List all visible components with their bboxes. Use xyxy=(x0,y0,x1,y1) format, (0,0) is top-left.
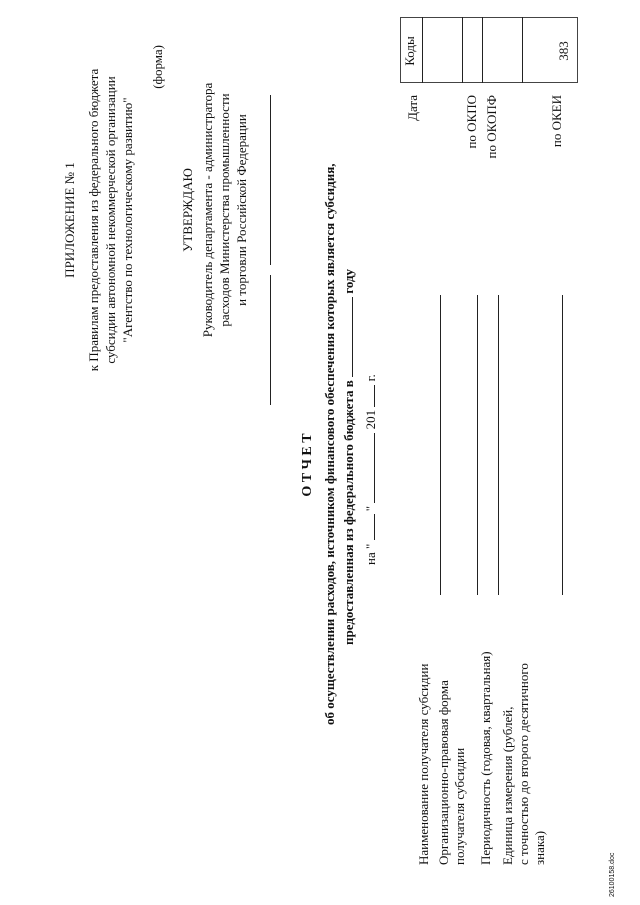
approval-title: УТВЕРЖДАЮ xyxy=(180,168,195,252)
appendix-line-3: "Агентство по технологическому развитию" xyxy=(120,97,135,343)
report-year-suffix-blank xyxy=(362,385,375,407)
code-label-okpo: по ОКПО xyxy=(464,95,479,149)
field-unit-line-3: знака) xyxy=(532,830,547,865)
code-label-okei: по ОКЕИ xyxy=(549,95,564,148)
report-subtitle-2-end: году xyxy=(341,268,356,294)
field-recipient-name-underline xyxy=(440,295,441,595)
field-unit-underline xyxy=(562,295,563,595)
approval-line-1: Руководитель департамента - администратора xyxy=(200,82,215,338)
code-label-okopf: по ОКОПФ xyxy=(484,95,499,159)
field-recipient-name-label xyxy=(416,664,432,865)
report-subtitle-1: об осуществлении расходов, источником финансового обеспечения которых является субсидия, xyxy=(322,163,337,725)
codes-row-divider-3 xyxy=(482,17,483,83)
codes-row-divider-4 xyxy=(522,17,523,83)
report-date xyxy=(362,305,379,565)
field-legal-form-line-2: получателя субсидии xyxy=(452,747,467,865)
code-value-okei: 383 xyxy=(556,41,571,61)
report-date-prefix: на " xyxy=(363,543,378,565)
codes-header: Коды xyxy=(402,36,417,66)
report-date-quote: " xyxy=(363,505,378,512)
field-unit-label xyxy=(500,663,548,865)
report-year-blank xyxy=(340,297,353,377)
report-title: О Т Ч Е Т xyxy=(300,433,315,497)
form-label: (форма) xyxy=(150,45,165,89)
appendix-line-2: субсидии автономной некоммерческой организации xyxy=(103,76,118,364)
signature-line-right xyxy=(270,95,271,265)
appendix-line-1: к Правилам предоставления из федерального бюджета xyxy=(86,68,101,372)
footer-file-name: 26100158.doc xyxy=(609,852,616,897)
code-label-date: Дата xyxy=(405,95,420,121)
approval-line-2: расходов Министерства промышленности xyxy=(217,93,232,327)
field-unit-line-2: с точностью до второго десятичного xyxy=(516,663,531,865)
codes-row-divider-2 xyxy=(462,17,463,83)
field-periodicity-label xyxy=(478,651,494,865)
report-date-year: 201 xyxy=(363,409,378,430)
report-day-blank xyxy=(362,514,375,540)
report-date-suffix: г. xyxy=(363,374,378,382)
report-subtitle-2 xyxy=(340,245,357,645)
field-legal-form-line-1: Организационно-правовая форма xyxy=(436,680,451,865)
field-unit-line-1: Единица измерения (рублей, xyxy=(500,706,515,865)
field-recipient-name-line-1: Наименование получателя субсидии xyxy=(416,663,431,865)
appendix-title: ПРИЛОЖЕНИЕ № 1 xyxy=(62,162,77,278)
report-subtitle-2-start: предоставленная из федерального бюджета в xyxy=(341,380,356,645)
report-month-blank xyxy=(362,433,375,503)
field-legal-form-underline xyxy=(477,295,478,595)
codes-row-divider-1 xyxy=(422,17,423,83)
codes-table xyxy=(400,17,578,83)
approval-line-3: и торговли Российской Федерации xyxy=(234,114,249,306)
signature-line-left xyxy=(270,275,271,405)
field-periodicity-line-1: Периодичность (годовая, квартальная) xyxy=(478,651,493,865)
field-periodicity-underline xyxy=(498,295,499,595)
field-legal-form-label xyxy=(436,680,468,865)
